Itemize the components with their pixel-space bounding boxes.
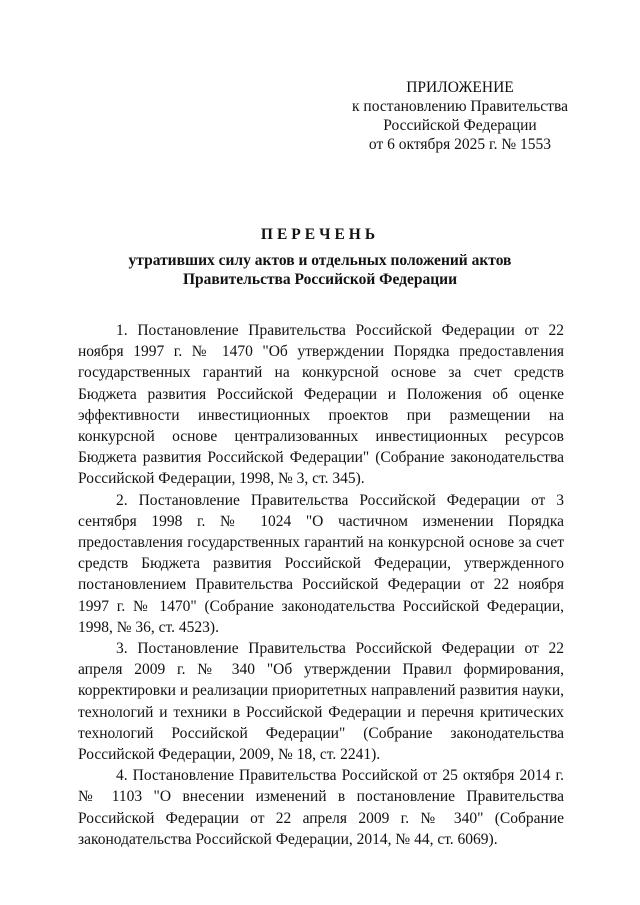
appendix-header — [340, 78, 580, 154]
list-item-3: 3. Постановление Правительства Российской Федерации от 22 апреля 2009 г. № 340 "Об утверждении Правил формирования, корректировки и реализации приоритетных направлений развития науки, технологий и техники в Российской Федерации и перечня критических технологий Российской Федерации" (Собрание законодательства Российской Федерации, 2009, № 18, ст. 2241). — [78, 640, 564, 764]
appendix-label: ПРИЛОЖЕНИЕ — [406, 79, 514, 96]
list-item-1: 1. Постановление Правительства Российской Федерации от 22 ноября 1997 г. № 1470 "Об утверждении Порядка предоставления государственных гарантий на конкурсной основе за счет средств Бюджета развития Российской Федерации и Положения об оценке эффективности инвестиционных проектов при размещении на конкурсной основе централизованных инвестиционных ресурсов Бюджета развития Российской Федерации" (Собрание законодательства Российской Федерации, 1998, № 3, ст. 345). — [78, 322, 564, 488]
appendix-resolution-ref: к постановлению Правительства — [352, 98, 568, 115]
list-item-2: 2. Постановление Правительства Российской Федерации от 3 сентября 1998 г. № 1024 "О частичном изменении Порядка предоставления государственных гарантий на конкурсной основе за счет средств Бюджета развития Российской Федерации, утвержденного постановлением Правительства Российской Федерации от 22 ноября 1997 г. № 1470" (Собрание законодательства Российской Федерации, 1998, № 36, ст. 4523). — [78, 491, 564, 636]
subtitle-line-2: Правительства Российской Федерации — [182, 271, 458, 288]
appendix-date-number: от 6 октября 2025 г. № 1553 — [368, 136, 552, 153]
subtitle-line-1: утративших силу актов и отдельных положений актов — [128, 252, 512, 269]
appendix-authority: Российской Федерации — [383, 117, 537, 134]
document-subtitle — [0, 251, 640, 289]
document-title: ПЕРЕЧЕНЬ — [260, 226, 380, 243]
document-body — [78, 320, 564, 850]
list-item-4: 4. Постановление Правительства Российской от 25 октября 2014 г. № 1103 "О внесении изменений в постановление Правительства Российской Федерации от 22 апреля 2009 г. № 340" (Собрание законодательства Российской Федерации, 2014, № 44, ст. 6069). — [78, 767, 564, 848]
